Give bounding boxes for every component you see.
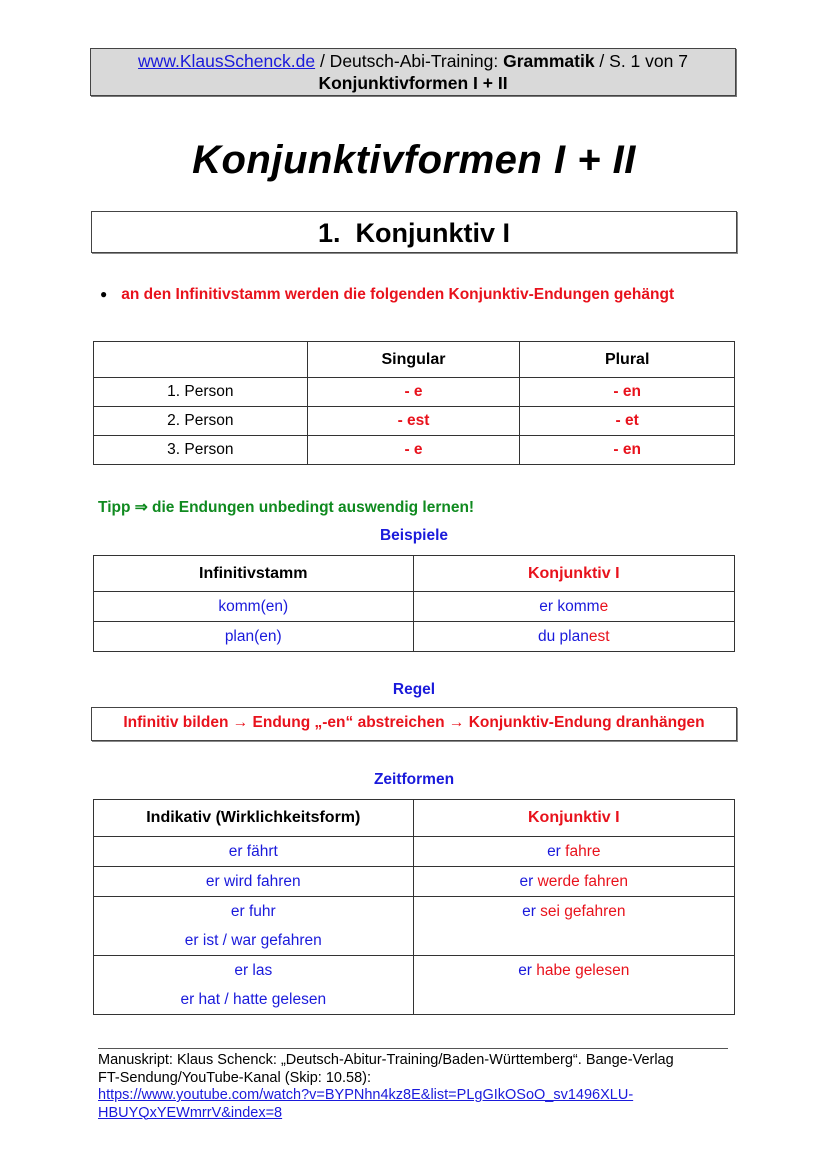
section-heading xyxy=(91,211,737,253)
person-cell: 2. Person xyxy=(94,407,308,436)
form-base: du plan xyxy=(537,627,589,645)
person-cell: 1. Person xyxy=(94,378,308,407)
header-cell-indicative: Indikativ (Wirklichkeitsform) xyxy=(94,800,414,837)
table-row xyxy=(94,592,735,622)
page-title: Konjunktivformen I + II xyxy=(192,138,636,182)
tenses-table xyxy=(93,799,735,1015)
plural-ending: - en xyxy=(520,436,735,465)
youtube-link-line-1[interactable]: https://www.youtube.com/watch?v=BYPNhn4kz8E&list=PLgGIkOSoO_sv1496XLU- xyxy=(98,1087,634,1103)
table-row xyxy=(94,837,735,867)
indicative-cell xyxy=(94,897,414,956)
tip-text: Tipp ⇒ die Endungen unbedingt auswendig lernen! xyxy=(98,499,475,516)
header-cell-plural: Plural xyxy=(520,342,735,378)
site-link[interactable]: www.KlausSchenck.de xyxy=(138,51,316,71)
header-cell-konjunktiv: Konjunktiv I xyxy=(413,800,734,837)
subjunctive-form: fahre xyxy=(565,843,601,860)
singular-ending: - e xyxy=(307,436,520,465)
indicative-cell xyxy=(94,867,414,897)
header-subject: Grammatik xyxy=(503,51,595,71)
subjunctive-pronoun: er xyxy=(522,903,541,920)
singular-ending: - e xyxy=(307,378,520,407)
table-row xyxy=(94,956,735,1015)
examples-caption: Beispiele xyxy=(379,527,449,544)
table-row xyxy=(94,897,735,956)
table-row xyxy=(94,867,735,897)
footer-manuscript: Manuskript: Klaus Schenck: „Deutsch-Abitur-Training/Baden-Württemberg“. Bange-Verlag xyxy=(98,1052,674,1068)
singular-ending: - est xyxy=(307,407,520,436)
person-cell: 3. Person xyxy=(94,436,308,465)
subjunctive-cell xyxy=(413,897,734,956)
indicative-form: er hat / hatte gelesen xyxy=(180,991,327,1008)
tenses-caption: Zeitformen xyxy=(373,771,455,788)
header-subtitle xyxy=(91,72,735,94)
rule-caption: Regel xyxy=(392,681,436,698)
stem-cell: plan(en) xyxy=(94,622,414,652)
subjunctive-pronoun: er xyxy=(519,873,538,890)
header-subtitle-text: Konjunktivformen I + II xyxy=(318,73,508,93)
plural-ending: - en xyxy=(520,378,735,407)
indicative-cell xyxy=(94,837,414,867)
table-header-row xyxy=(94,342,735,378)
subjunctive-form: werde fahren xyxy=(537,873,629,890)
footer xyxy=(98,1052,674,1122)
subjunctive-pronoun: er xyxy=(547,843,566,860)
form-base: er komm xyxy=(539,597,600,615)
plural-ending: - et xyxy=(520,407,735,436)
rule-box: Infinitiv bilden → Endung „-en“ abstreichen → Konjunktiv-Endung dranhängen xyxy=(91,707,737,741)
table-row xyxy=(94,436,735,465)
form-ending: e xyxy=(599,597,609,615)
indicative-form: er ist / war gefahren xyxy=(184,932,322,949)
indicative-cell xyxy=(94,956,414,1015)
subjunctive-form: sei gefahren xyxy=(540,903,626,920)
header-course: / Deutsch-Abi-Training: xyxy=(315,51,504,71)
header-cell-empty xyxy=(94,342,308,378)
page-header xyxy=(90,48,736,96)
footer-divider xyxy=(98,1048,728,1049)
subjunctive-cell xyxy=(413,867,734,897)
subjunctive-cell xyxy=(413,837,734,867)
youtube-link-line-2[interactable]: HBUYQxYEWmrrV&index=8 xyxy=(98,1104,283,1121)
examples-table xyxy=(93,555,735,652)
subjunctive-form: habe gelesen xyxy=(536,962,630,979)
table-header-row xyxy=(94,556,735,592)
indicative-form: er fuhr xyxy=(230,903,276,920)
header-cell-stem: Infinitivstamm xyxy=(94,556,414,592)
indicative-form: er las xyxy=(234,962,273,979)
form-cell xyxy=(413,592,734,622)
header-line-1 xyxy=(91,50,735,72)
section-title: Konjunktiv I xyxy=(355,218,511,248)
table-header-row xyxy=(94,800,735,837)
bullet-icon: ● xyxy=(100,287,108,301)
table-row xyxy=(94,622,735,652)
footer-broadcast: FT-Sendung/YouTube-Kanal (Skip: 10.58): xyxy=(98,1069,371,1086)
subjunctive-cell xyxy=(413,956,734,1015)
indicative-form: er wird fahren xyxy=(205,873,301,890)
bullet-text: an den Infinitivstamm werden die folgenden Konjunktiv-Endungen gehängt xyxy=(121,286,675,303)
bullet-point xyxy=(100,286,674,304)
stem-cell: komm(en) xyxy=(94,592,414,622)
endings-table xyxy=(93,341,735,465)
subjunctive-pronoun: er xyxy=(518,962,537,979)
form-ending: est xyxy=(588,627,610,645)
table-row xyxy=(94,407,735,436)
header-page-info: / S. 1 von 7 xyxy=(594,51,688,71)
youtube-link[interactable] xyxy=(98,1087,633,1121)
section-number: 1. xyxy=(317,218,341,248)
table-row xyxy=(94,378,735,407)
form-cell xyxy=(413,622,734,652)
header-cell-singular: Singular xyxy=(307,342,520,378)
header-cell-konjunktiv: Konjunktiv I xyxy=(413,556,734,592)
indicative-form: er fährt xyxy=(228,843,278,860)
